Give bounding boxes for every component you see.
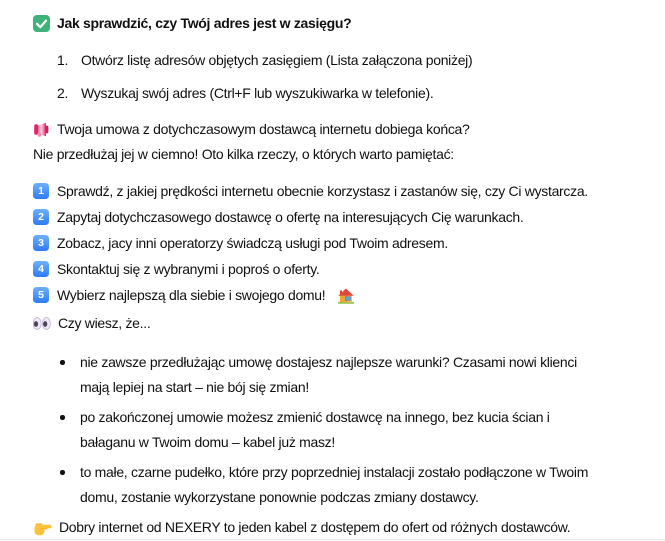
advice-step <box>33 178 655 204</box>
fact-line: to małe, czarne pudełko, które przy poprzedniej instalacji zostało podłączone w Twoim <box>80 464 589 480</box>
advice-step-text: Zapytaj dotychczasowego dostawcę o ofertę na interesujących Cię warunkach. <box>57 209 524 225</box>
footer-text: Dobry internet od NEXERY to jeden kabel z dostępem do ofert od różnych dostawców. <box>59 519 571 535</box>
fact-item <box>80 405 655 455</box>
section-heading <box>33 13 655 33</box>
keycap-4-icon: 4 <box>33 261 49 277</box>
keycap-5-icon: 5 <box>33 287 49 303</box>
advice-steps <box>33 178 655 308</box>
paragraph-text: Twoja umowa z dotychczasowym dostawcą internetu dobiega końca? <box>57 121 470 137</box>
fact-item <box>80 350 655 400</box>
advice-step <box>33 282 655 308</box>
check-mark-button-icon <box>33 15 50 32</box>
advice-step-text: Skontaktuj się z wybranymi i poproś o oferty. <box>57 261 320 277</box>
advice-step-text: Wybierz najlepszą dla siebie i swojego domu! <box>57 287 326 303</box>
footer-line <box>33 515 655 540</box>
keycap-2-icon: 2 <box>33 209 49 225</box>
advice-step-text: Sprawdź, z jakiej prędkości internetu obecnie korzystasz i zastanów się, czy Ci wystarcza. <box>57 183 588 199</box>
contract-paragraph-line1 <box>33 117 655 142</box>
eyes-icon <box>33 317 51 330</box>
keycap-3-icon: 3 <box>33 235 49 251</box>
list-item-text: Otwórz listę adresów objętych zasięgiem (Lista załączona poniżej) <box>81 52 473 68</box>
advice-step <box>33 230 655 256</box>
fact-line: bałaganu w Twoim domu – kabel już masz! <box>80 434 335 450</box>
fact-line: mają lepiej na start – nie bój się zmian! <box>80 379 309 395</box>
list-item <box>57 50 655 70</box>
did-you-know-line <box>33 310 655 336</box>
list-item-number: 2. <box>57 85 69 101</box>
list-item <box>57 83 655 103</box>
how-to-list <box>33 50 655 103</box>
advice-step <box>33 256 655 282</box>
keycap-1-icon: 1 <box>33 183 49 199</box>
list-item-text: Wyszukaj swój adres (Ctrl+F lub wyszukiwarka w telefonie). <box>81 85 434 101</box>
fact-line: nie zawsze przedłużając umowę dostajesz najlepsze warunki? Czasami nowi klienci <box>80 354 577 370</box>
facts-list <box>33 350 655 510</box>
fact-line: domu, zostanie wykorzystane ponownie podczas zmiany dostawcy. <box>80 489 479 505</box>
bottom-divider <box>0 539 665 540</box>
fact-line: po zakończonej umowie możesz zmienić dostawcę na innego, bez kucia ścian i <box>80 409 550 425</box>
backhand-index-pointing-right-icon <box>33 520 52 536</box>
paragraph-text: Nie przedłużaj jej w ciemno! Oto kilka rzeczy, o których warto pamiętać: <box>33 146 454 162</box>
fact-item <box>80 460 655 510</box>
house-icon <box>337 287 355 304</box>
advice-step-text: Zobacz, jacy inni operatorzy świadczą usługi pod Twoim adresem. <box>57 235 448 251</box>
list-item-number: 1. <box>57 52 69 68</box>
advice-step <box>33 204 655 230</box>
heading-text: Jak sprawdzić, czy Twój adres jest w zasięgu? <box>57 15 352 31</box>
contract-paragraph <box>33 117 655 167</box>
megaphone-icon <box>33 121 50 138</box>
did-you-know-text: Czy wiesz, że... <box>58 315 151 331</box>
